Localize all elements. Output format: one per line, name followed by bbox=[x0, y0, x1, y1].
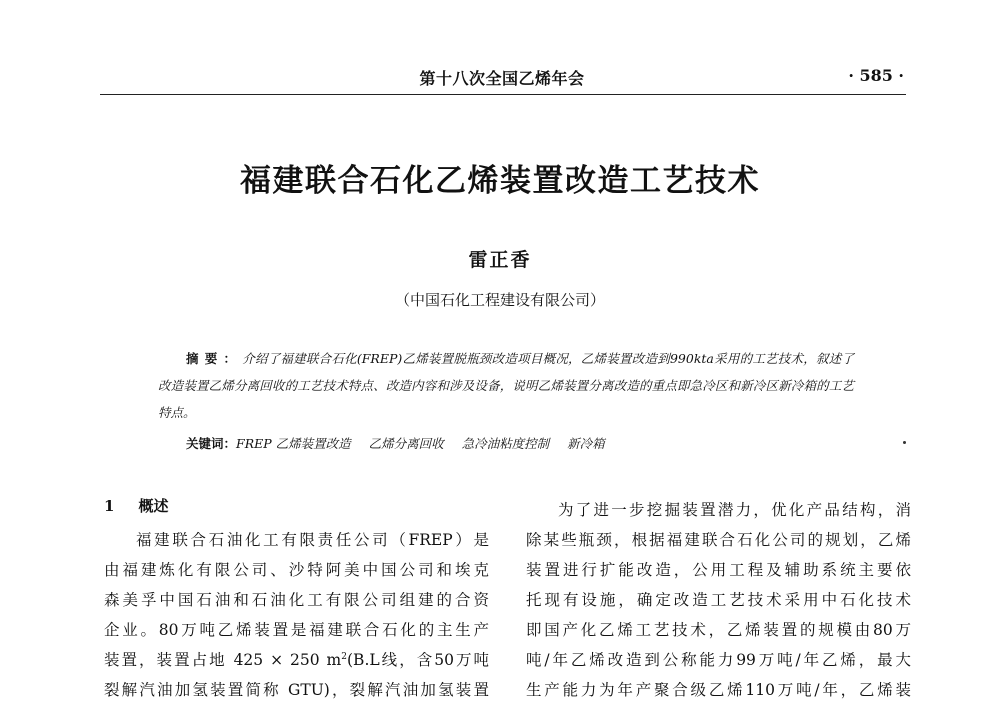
abstract-label: 摘要： bbox=[186, 351, 243, 366]
body-line: 为了进一步挖掘装置潜力，优化产品结构，消 bbox=[558, 501, 911, 519]
scan-speck bbox=[903, 441, 906, 444]
keyword: FREP 乙烯装置改造 bbox=[236, 436, 351, 451]
body-line: 装置进行扩能改造，公用工程及辅助系统主要依 bbox=[526, 561, 911, 579]
running-header bbox=[100, 66, 904, 92]
keyword: 新冷箱 bbox=[567, 436, 605, 451]
keyword: 急冷油粘度控制 bbox=[461, 436, 550, 451]
author-affiliation: （中国石化工程建设有限公司） bbox=[394, 291, 605, 309]
conference-name: 第十八次全国乙烯年会 bbox=[419, 69, 585, 88]
page-number: · 585 · bbox=[848, 66, 904, 85]
section-title: 概述 bbox=[138, 497, 169, 515]
body-line bbox=[104, 645, 489, 675]
body-line: 即国产化乙烯工艺技术，乙烯装置的规模由80万 bbox=[526, 621, 911, 639]
body-line: 吨/年乙烯改造到公称能力99万吨/年乙烯，最大 bbox=[526, 651, 911, 669]
body-line-head: 装置，装置占地 425 × 250 m bbox=[104, 651, 342, 669]
body-line: 福建联合石油化工有限责任公司（FREP）是 bbox=[136, 531, 489, 549]
keyword: 乙烯分离回收 bbox=[368, 436, 444, 451]
body-line: 森美孚中国石油和石油化工有限公司组建的合资 bbox=[104, 591, 489, 609]
left-column bbox=[104, 525, 489, 704]
body-line-tail: (B.L线，含50万吨 bbox=[347, 651, 489, 669]
author-name: 雷正香 bbox=[468, 249, 532, 271]
superscript: 2 bbox=[341, 651, 347, 662]
paper-title: 福建联合石化乙烯装置改造工艺技术 bbox=[240, 163, 760, 199]
right-column bbox=[526, 495, 911, 704]
header-rule bbox=[100, 94, 906, 95]
body-line: 除某些瓶颈，根据福建联合石化公司的规划，乙烯 bbox=[526, 531, 911, 549]
keywords-label: 关键词： bbox=[186, 436, 237, 451]
body-line: 托现有设施，确定改造工艺技术采用中石化技术 bbox=[526, 591, 911, 609]
keywords bbox=[186, 434, 866, 452]
body-line: 裂解汽油加氢装置简称 GTU)，裂解汽油加氢装置 bbox=[104, 681, 489, 699]
section-number: 1 bbox=[104, 497, 115, 515]
abstract-text: 介绍了福建联合石化(FREP)乙烯装置脱瓶颈改造项目概况，乙烯装置改造到990kta采用的工艺技术，叙述了改造装置乙烯分离回收的工艺技术特点、改造内容和涉及设备，说明乙烯装置分离改造的重点即急冷区和新冷区新冷箱的工艺特点。 bbox=[158, 351, 854, 420]
body-line: 由福建炼化有限公司、沙特阿美中国公司和埃克 bbox=[104, 561, 489, 579]
body-line: 生产能力为年产聚合级乙烯110万吨/年，乙烯装 bbox=[526, 681, 911, 699]
abstract bbox=[158, 345, 854, 426]
section-heading bbox=[104, 495, 168, 516]
body-line: 企业。80万吨乙烯装置是福建联合石化的主生产 bbox=[104, 621, 489, 639]
